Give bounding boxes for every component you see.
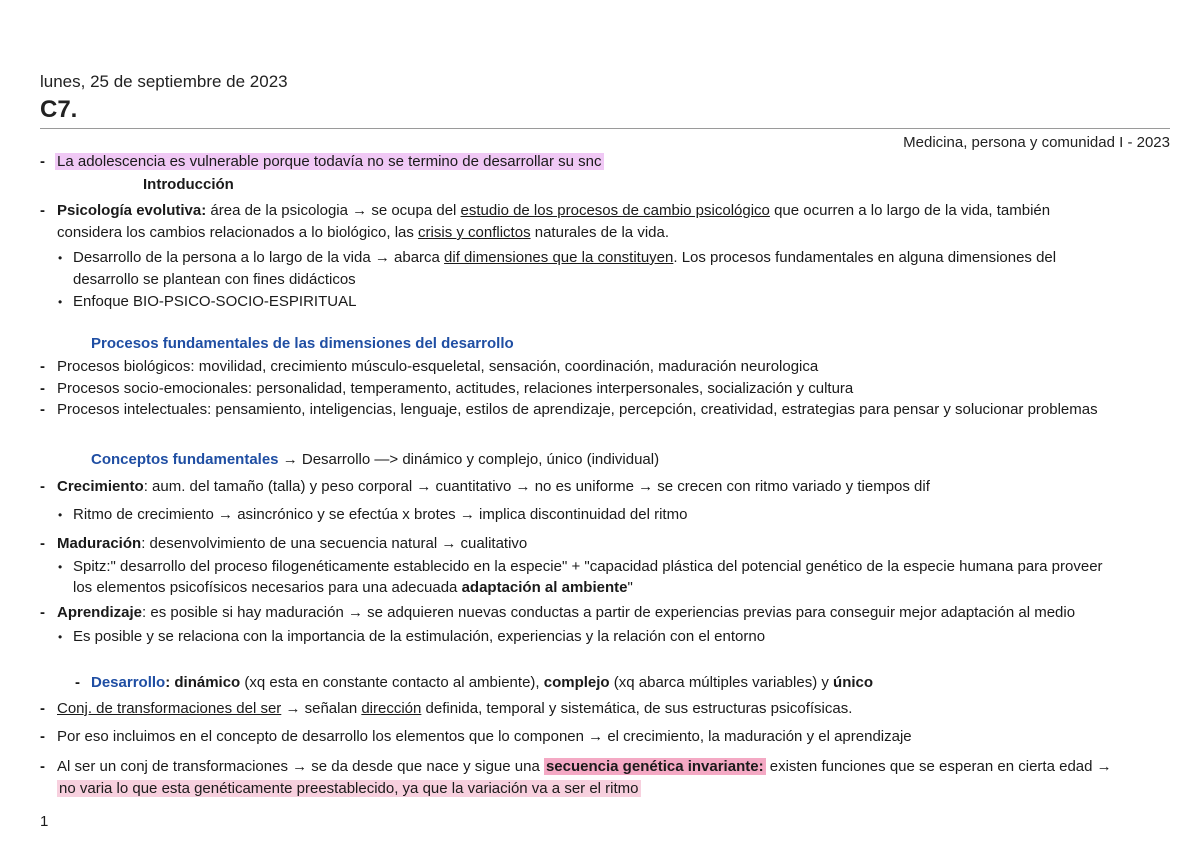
highlighted-text: La adolescencia es vulnerable porque todavía no se termino de desarrollar su snc	[57, 153, 602, 170]
bullet-marker: •	[58, 295, 63, 309]
term-label: Aprendizaje	[57, 604, 143, 621]
text-span: Es posible y se relaciona con la importancia de la estimulación, experiencias y la relación con el entorno	[73, 628, 766, 645]
dash-marker: -	[40, 401, 45, 418]
text-span: Enfoque BIO-PSICO-SOCIO-ESPIRITUAL	[73, 293, 357, 310]
bold-text: complejo	[543, 674, 610, 691]
dash-marker: -	[40, 202, 45, 219]
text-span: : aum. del tamaño (talla) y peso corporal → cuantitativo → no es uniforme → se crecen con ritmo variado y tiempos dif	[143, 478, 930, 495]
text-span: : es posible si hay maduración → se adquieren nuevas conductas a partir de experiencias previas para conseguir mejor adaptación al medio	[142, 604, 1076, 621]
text-span: (xq esta en constante contacto al ambiente),	[240, 674, 544, 691]
text-span: Por eso incluimos en el concepto de desarrollo los elementos que lo componen → el crecimiento, la maduración y el aprendizaje	[57, 728, 912, 745]
text-span: : desenvolvimiento de una secuencia natural → cualitativo	[141, 535, 528, 552]
bullet-marker: •	[58, 560, 63, 574]
dash-marker: -	[75, 674, 80, 691]
text-span: naturales de la vida.	[530, 224, 669, 241]
text-span: área de la psicologia → se ocupa del	[206, 202, 461, 219]
note-date: lunes, 25 de septiembre de 2023	[40, 72, 288, 91]
text-span: Spitz:" desarrollo del proceso filogenéticamente establecido en la especie" + "capacidad plástica del potencial genético de la especie humana para proveer	[73, 558, 1103, 575]
dash-marker: -	[40, 478, 45, 495]
text-span: los elementos psicofísicos necesarios para una adecuada	[73, 579, 462, 596]
course-label: Medicina, persona y comunidad I - 2023	[903, 134, 1170, 151]
text-span: → señalan	[281, 700, 362, 717]
text-span: Desarrollo de la persona a lo largo de la vida → abarca	[73, 249, 445, 266]
text-span: (xq abarca múltiples variables) y	[609, 674, 834, 691]
conceptos-heading: Conceptos fundamentales	[91, 451, 279, 468]
text-span: Procesos socio-emocionales: personalidad, temperamento, actitudes, relaciones interpersonales, socialización y cultura	[57, 380, 854, 397]
bold-text: :	[165, 674, 175, 691]
term-label: Psicología evolutiva:	[57, 202, 207, 219]
text-span: → Desarrollo —> dinámico y complejo, único (individual)	[278, 451, 660, 468]
text-span: . Los procesos fundamentales en alguna dimensiones del	[673, 249, 1057, 266]
dash-marker: -	[40, 153, 45, 170]
dash-marker: -	[40, 604, 45, 621]
title-divider	[40, 128, 1170, 129]
text-span: Procesos biológicos: movilidad, crecimiento músculo-esqueletal, sensación, coordinación, maduración neurologica	[57, 358, 819, 375]
dash-marker: -	[40, 358, 45, 375]
text-span: existen funciones que se esperan en cierta edad →	[765, 758, 1112, 775]
text-span: Al ser un conj de transformaciones → se da desde que nace y sigue una	[57, 758, 544, 775]
intro-heading: Introducción	[143, 176, 234, 193]
bullet-marker: •	[58, 630, 63, 644]
underlined-text: estudio de los procesos de cambio psicológico	[460, 202, 770, 219]
dash-marker: -	[40, 728, 45, 745]
underlined-text: dif dimensiones que la constituyen	[444, 249, 674, 266]
text-span: Ritmo de crecimiento → asincrónico y se efectúa x brotes → implica discontinuidad del ritmo	[73, 506, 688, 523]
text-span: desarrollo se plantean con fines didácticos	[73, 271, 356, 288]
underlined-text: dirección	[361, 700, 422, 717]
bold-text: único	[833, 674, 874, 691]
underlined-text: Conj. de transformaciones del ser	[57, 700, 282, 717]
note-title: C7.	[40, 96, 78, 123]
dash-marker: -	[40, 535, 45, 552]
text-span: considera los cambios relacionados a lo biológico, las	[57, 224, 419, 241]
term-label: Crecimiento	[57, 478, 144, 495]
text-span: definida, temporal y sistemática, de sus estructuras psicofísicas.	[421, 700, 853, 717]
highlighted-text: secuencia genética invariante:	[545, 758, 764, 775]
dash-marker: -	[40, 758, 45, 775]
text-span: Procesos intelectuales: pensamiento, inteligencias, lenguaje, estilos de aprendizaje, percepción, creatividad, estrategias para pensar y solucionar problemas	[57, 401, 1098, 418]
procesos-heading: Procesos fundamentales de las dimensiones del desarrollo	[91, 335, 514, 352]
page-number: 1	[40, 813, 49, 830]
term-label: Maduración	[57, 535, 142, 552]
underlined-text: crisis y conflictos	[418, 224, 531, 241]
dash-marker: -	[40, 700, 45, 717]
bold-text: dinámico	[174, 674, 241, 691]
bullet-marker: •	[58, 251, 63, 265]
term-label: Desarrollo	[91, 674, 166, 691]
bullet-marker: •	[58, 508, 63, 522]
text-span: "	[627, 579, 633, 596]
highlighted-text: no varia lo que esta genéticamente preestablecido, ya que la variación va a ser el ritmo	[59, 780, 639, 797]
bold-text: adaptación al ambiente	[461, 579, 628, 596]
text-span: que ocurren a lo largo de la vida, también	[769, 202, 1051, 219]
dash-marker: -	[40, 380, 45, 397]
